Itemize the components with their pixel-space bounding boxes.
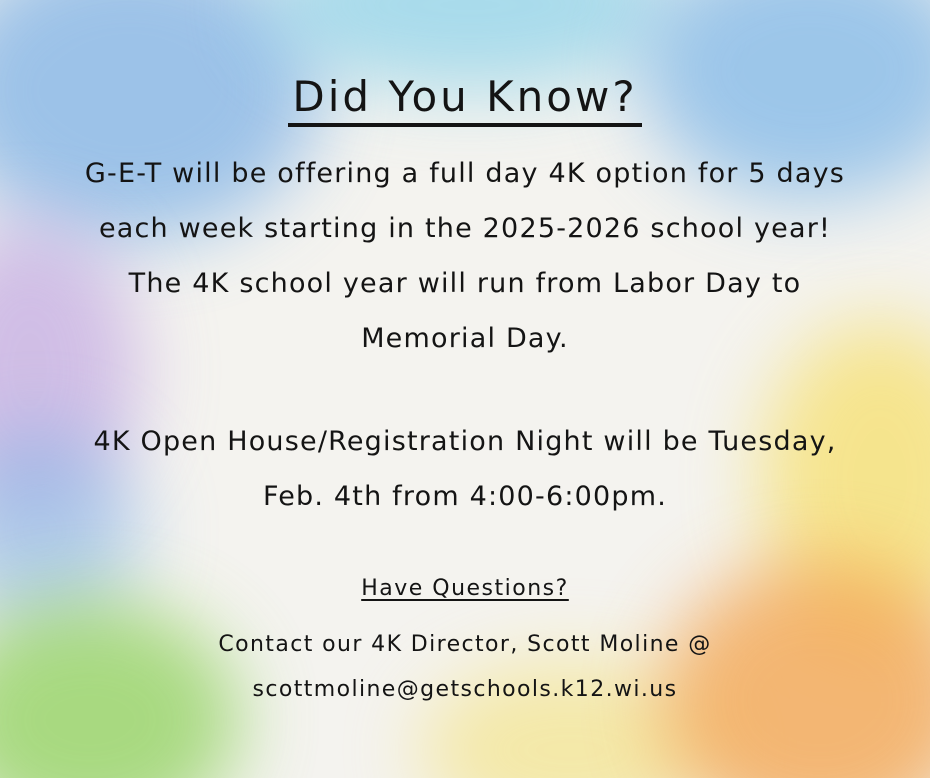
questions-label: Have Questions? bbox=[361, 576, 569, 601]
heading-text: Did You Know? bbox=[288, 72, 641, 127]
heading bbox=[0, 72, 930, 121]
open-house-paragraph: 4K Open House/Registration Night will be Tuesday, Feb. 4th from 4:00-6:00pm. bbox=[93, 426, 837, 512]
announcement-paragraph: G-E-T will be offering a full day 4K option for 5 days each week starting in the 2025-2026 school year! The 4K school year will run from Labor Day to Memorial Day. bbox=[84, 158, 846, 354]
questions-heading bbox=[0, 576, 930, 601]
contact-line: Contact our 4K Director, Scott Moline @ bbox=[218, 632, 712, 657]
email-link[interactable]: scottmoline@getschools.k12.wi.us bbox=[252, 677, 678, 702]
contact-block bbox=[0, 622, 930, 712]
